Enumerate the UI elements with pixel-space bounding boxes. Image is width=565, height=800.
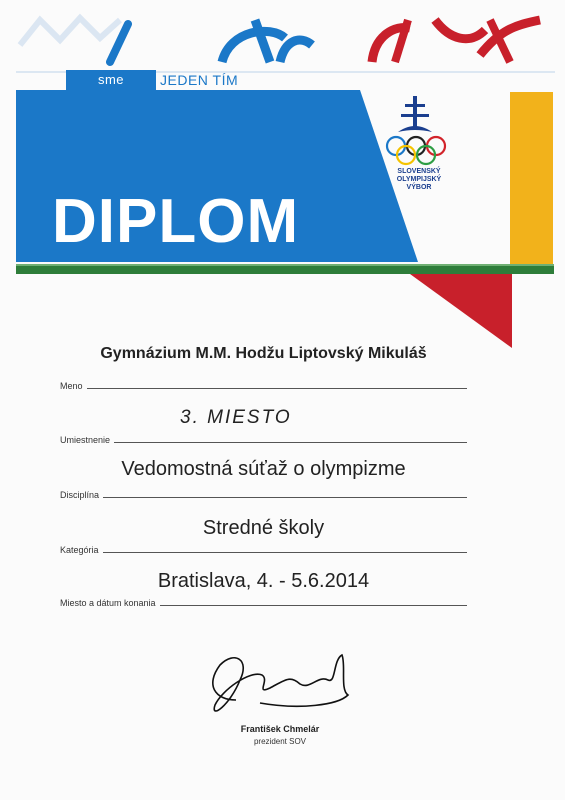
sme-logo: sme — [66, 70, 156, 90]
meno-label: Meno — [60, 381, 87, 391]
umiestnenie-label: Umiestnenie — [60, 435, 114, 445]
signatory-name: František Chmelár — [240, 724, 320, 734]
field-kategoria — [60, 515, 467, 555]
field-disciplina — [60, 458, 467, 500]
kategoria-label: Kategória — [60, 545, 103, 555]
field-umiestnenie — [60, 405, 467, 445]
miesto-label: Miesto a dátum konania — [60, 598, 160, 608]
field-miesto — [60, 568, 467, 608]
sov-logo-text: SLOVENSKÝ OLYMPIJSKÝ VÝBOR — [396, 168, 442, 191]
disciplina-label: Disciplína — [60, 490, 103, 500]
miesto-value: Bratislava, 4. - 5.6.2014 — [157, 570, 370, 592]
field-meno — [60, 345, 467, 391]
kategoria-value: Stredné školy — [202, 517, 325, 539]
meno-value: Gymnázium M.M. Hodžu Liptovský Mikuláš — [100, 345, 427, 362]
umiestnenie-value: 3. MIESTO — [180, 407, 292, 428]
jeden-tim-label: JEDEN TÍM — [160, 72, 239, 88]
signatory-role: prezident SOV — [253, 737, 307, 746]
disciplina-value: Vedomostná súťaž o olympizme — [121, 458, 406, 480]
diploma-title: DIPLOM — [52, 187, 300, 256]
